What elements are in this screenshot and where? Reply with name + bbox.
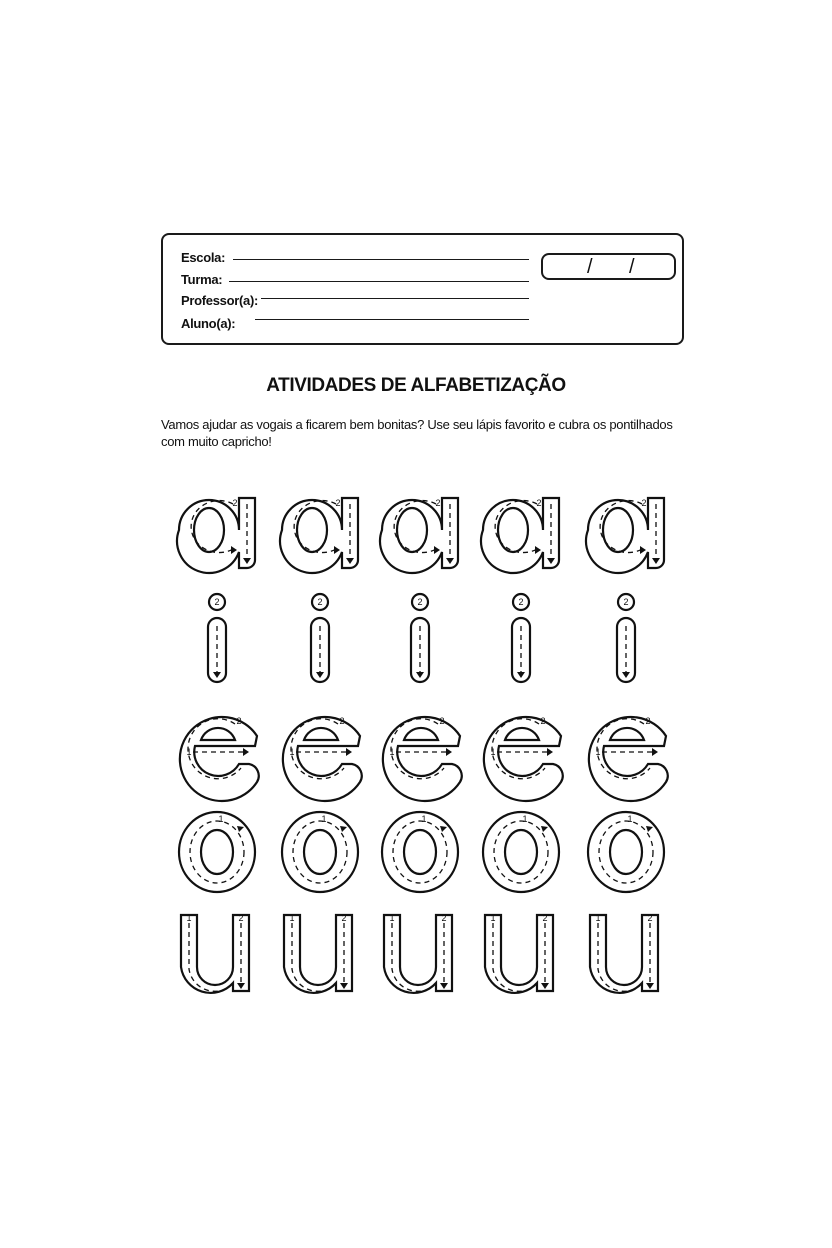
stroke-number: 1	[522, 814, 528, 824]
stroke-number: 1	[289, 913, 295, 923]
vowel-e-tracing-glyph	[270, 691, 370, 801]
stroke-number: 1	[490, 747, 496, 757]
stroke-number: 2	[647, 913, 653, 923]
instructions-line-1: Vamos ajudar as vogais a ficarem bem bonitas? Use seu lápis favorito e cubra os pontilhados	[161, 417, 673, 432]
stroke-number: 2	[439, 716, 445, 726]
stroke-number: 2	[623, 597, 629, 607]
tracing-letter-e[interactable]	[167, 691, 267, 806]
tracing-letter-u[interactable]	[471, 900, 571, 1015]
vowel-i-tracing-glyph	[370, 583, 470, 693]
stroke-number: 1	[186, 747, 192, 757]
instructions-line-2: com muito capricho!	[161, 434, 272, 449]
tracing-letter-o[interactable]	[270, 797, 370, 912]
vowel-a-tracing-glyph	[370, 475, 470, 585]
student-info-box	[161, 233, 684, 345]
tracing-letter-a[interactable]	[167, 475, 267, 590]
vowel-o-tracing-glyph	[167, 797, 267, 907]
instructions	[161, 416, 691, 450]
aluno-line[interactable]	[255, 319, 529, 320]
stroke-number: 2	[232, 498, 238, 508]
field-label-turma: Turma:	[181, 272, 223, 287]
stroke-number: 2	[341, 913, 347, 923]
stroke-number: 2	[540, 716, 546, 726]
tracing-letter-u[interactable]	[270, 900, 370, 1015]
turma-line[interactable]	[229, 281, 529, 282]
stroke-number: 1	[321, 814, 327, 824]
vowel-e-tracing-glyph	[576, 691, 676, 801]
tracing-letter-a[interactable]	[471, 475, 571, 590]
stroke-number: 2	[214, 597, 220, 607]
tracing-letter-i[interactable]	[167, 583, 267, 698]
page-title: ATIVIDADES DE ALFABETIZAÇÃO	[266, 375, 566, 396]
tracing-letter-a[interactable]	[576, 475, 676, 590]
date-box[interactable]	[541, 253, 676, 280]
stroke-number: 1	[421, 814, 427, 824]
vowel-i-tracing-glyph	[471, 583, 571, 693]
vowel-u-tracing-glyph	[471, 900, 571, 1010]
tracing-letter-o[interactable]	[471, 797, 571, 912]
tracing-letter-e[interactable]	[270, 691, 370, 806]
field-label-aluno: Aluno(a):	[181, 316, 236, 331]
tracing-letter-u[interactable]	[167, 900, 267, 1015]
vowel-i-tracing-glyph	[576, 583, 676, 693]
tracing-letter-o[interactable]	[576, 797, 676, 912]
field-label-professor: Professor(a):	[181, 293, 259, 308]
stroke-number: 1	[595, 913, 601, 923]
vowel-a-tracing-glyph	[576, 475, 676, 585]
tracing-letter-a[interactable]	[370, 475, 470, 590]
tracing-letter-u[interactable]	[576, 900, 676, 1015]
stroke-number: 2	[641, 498, 647, 508]
date-separator: /	[629, 256, 635, 278]
vowel-a-tracing-glyph	[471, 475, 571, 585]
stroke-number: 1	[627, 814, 633, 824]
stroke-number: 2	[536, 498, 542, 508]
stroke-number: 2	[435, 498, 441, 508]
vowel-e-tracing-glyph	[370, 691, 470, 801]
vowel-o-tracing-glyph	[270, 797, 370, 907]
stroke-number: 1	[490, 913, 496, 923]
stroke-number: 1	[218, 814, 224, 824]
vowel-u-tracing-glyph	[576, 900, 676, 1010]
vowel-i-tracing-glyph	[167, 583, 267, 693]
stroke-number: 2	[542, 913, 548, 923]
tracing-letter-o[interactable]	[370, 797, 470, 912]
vowel-i-tracing-glyph	[270, 583, 370, 693]
tracing-letter-e[interactable]	[471, 691, 571, 806]
vowel-e-tracing-glyph	[471, 691, 571, 801]
vowel-a-tracing-glyph	[270, 475, 370, 585]
tracing-letter-i[interactable]	[576, 583, 676, 698]
vowel-o-tracing-glyph	[370, 797, 470, 907]
stroke-number: 2	[518, 597, 524, 607]
stroke-number: 2	[441, 913, 447, 923]
vowel-a-tracing-glyph	[167, 475, 267, 585]
stroke-number: 2	[236, 716, 242, 726]
stroke-number: 2	[645, 716, 651, 726]
tracing-letter-a[interactable]	[270, 475, 370, 590]
tracing-letter-i[interactable]	[370, 583, 470, 698]
date-separator: /	[587, 256, 593, 278]
tracing-letter-i[interactable]	[270, 583, 370, 698]
stroke-number: 2	[339, 716, 345, 726]
stroke-number: 2	[238, 913, 244, 923]
stroke-number: 2	[317, 597, 323, 607]
escola-line[interactable]	[233, 259, 529, 260]
tracing-letter-u[interactable]	[370, 900, 470, 1015]
tracing-letter-e[interactable]	[370, 691, 470, 806]
vowel-u-tracing-glyph	[167, 900, 267, 1010]
stroke-number: 1	[186, 913, 192, 923]
tracing-letter-e[interactable]	[576, 691, 676, 806]
stroke-number: 2	[335, 498, 341, 508]
vowel-u-tracing-glyph	[270, 900, 370, 1010]
field-label-escola: Escola:	[181, 250, 226, 265]
tracing-letter-i[interactable]	[471, 583, 571, 698]
stroke-number: 1	[389, 913, 395, 923]
stroke-number: 2	[417, 597, 423, 607]
vowel-u-tracing-glyph	[370, 900, 470, 1010]
professor-line[interactable]	[261, 298, 529, 299]
vowel-o-tracing-glyph	[471, 797, 571, 907]
stroke-number: 1	[289, 747, 295, 757]
vowel-e-tracing-glyph	[167, 691, 267, 801]
stroke-number: 1	[389, 747, 395, 757]
stroke-number: 1	[595, 747, 601, 757]
vowel-o-tracing-glyph	[576, 797, 676, 907]
tracing-letter-o[interactable]	[167, 797, 267, 912]
